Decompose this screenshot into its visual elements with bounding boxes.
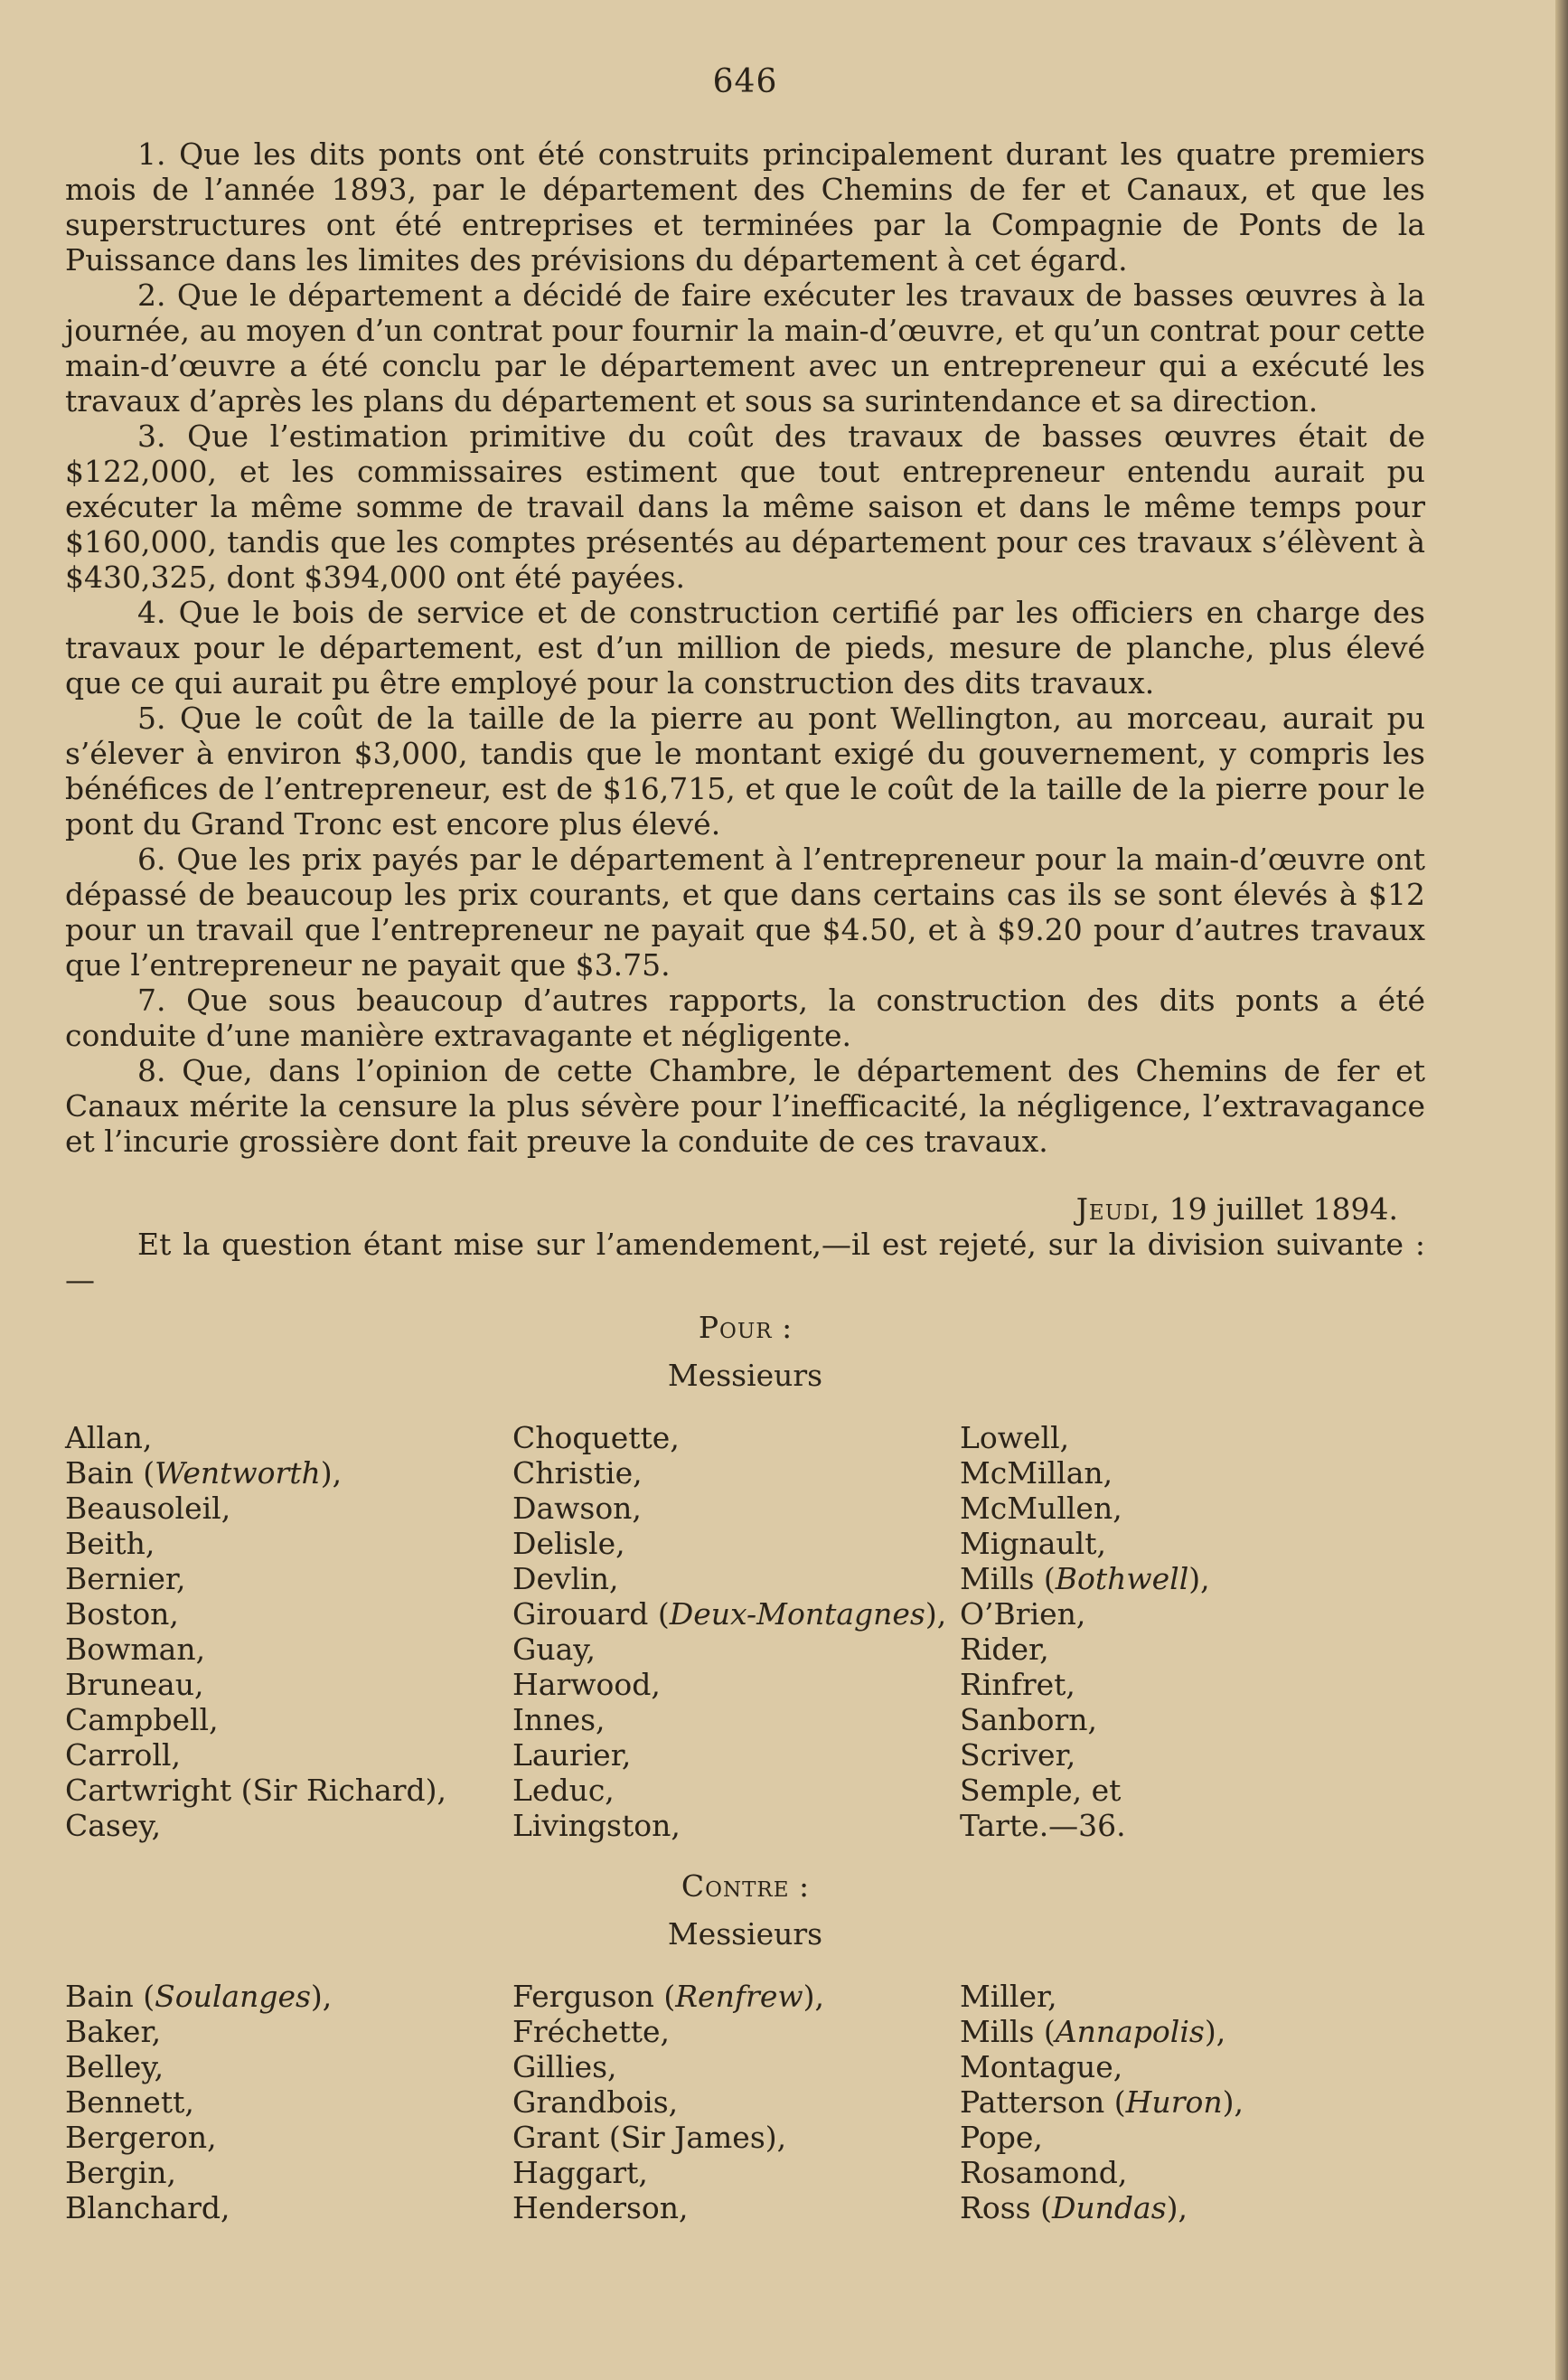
page-number: 646: [712, 63, 778, 100]
member-name-text: Innes,: [512, 1702, 606, 1737]
member-name-text: Semple, et: [960, 1773, 1122, 1808]
pour-section: [65, 1310, 1425, 1843]
member-name-text: Henderson,: [512, 2190, 689, 2225]
member-name: [512, 1596, 960, 1632]
member-name: [65, 1455, 512, 1491]
member-name: [512, 1737, 960, 1773]
member-name-text: Carroll,: [65, 1737, 181, 1773]
paragraph-7: 7. Que sous beaucoup d’autres rapports, la construction des dits ponts a été conduite d’une manière extravagante et négligente.: [65, 983, 1425, 1053]
member-name-suffix: ),: [925, 1596, 947, 1632]
member-riding: Bothwell: [1055, 1561, 1189, 1596]
member-name-text: Bernier,: [65, 1561, 186, 1596]
member-riding: Huron: [1125, 2084, 1223, 2120]
member-name: [512, 1808, 960, 1843]
member-name: [65, 2155, 512, 2190]
member-name: [960, 1455, 1425, 1491]
member-name: [65, 1737, 512, 1773]
member-name: [512, 1702, 960, 1737]
member-name: [512, 1526, 960, 1561]
member-name-text: Bennett,: [65, 2084, 194, 2120]
member-name-text: Fréchette,: [512, 2014, 671, 2049]
member-name-text: Rinfret,: [960, 1667, 1075, 1702]
member-name-text: Ross (: [960, 2190, 1052, 2225]
pour-heading-label: Pour: [698, 1310, 773, 1345]
contre-section: [65, 1868, 1425, 2225]
member-name-text: Christie,: [512, 1455, 643, 1491]
date-day: Jeudi: [1075, 1191, 1150, 1227]
member-name: [65, 2014, 512, 2049]
member-name: [512, 1667, 960, 1702]
member-name-text: Bowman,: [65, 1632, 206, 1667]
member-name: [960, 1632, 1425, 1667]
paragraph-4: 4. Que le bois de service et de construction certifié par les officiers en charge des travaux pour le département, est d’un million de pieds, mesure de planche, plus élevé que ce qui aurait pu être employé pour la construction des dits travaux.: [65, 595, 1425, 701]
member-name-text: Gillies,: [512, 2049, 617, 2084]
member-name-text: Bain (: [65, 1455, 155, 1491]
member-name-text: Campbell,: [65, 1702, 219, 1737]
member-name: [512, 2014, 960, 2049]
member-name: [960, 1808, 1425, 1843]
member-riding: Soulanges: [155, 1979, 311, 2014]
member-name: [960, 2084, 1425, 2120]
member-name-suffix: ),: [1166, 2190, 1188, 2225]
member-name-suffix: ),: [1188, 1561, 1210, 1596]
member-name-suffix: ),: [310, 1979, 333, 2014]
member-name: [960, 1773, 1425, 1808]
contre-column-2: [512, 1979, 960, 2225]
member-name-text: Mills (: [960, 1561, 1056, 1596]
question-paragraph: Et la question étant mise sur l’amendement,—il est rejeté, sur la division suivante :—: [65, 1227, 1425, 1297]
member-name-text: Beith,: [65, 1526, 155, 1561]
contre-heading-colon: :: [789, 1868, 810, 1904]
member-name: [65, 1773, 512, 1808]
paragraph-2: 2. Que le département a décidé de faire exécuter les travaux de basses œuvres à la journée, au moyen d’un contrat pour fournir la main-d’œuvre, et qu’un contrat pour cette main-d’œuvre a été conclu par le département avec un entrepreneur qui a exécuté les travaux d’après les plans du département et sous sa surintendance et sa direction.: [65, 278, 1425, 419]
member-name-text: Baker,: [65, 2014, 162, 2049]
member-name: [65, 1632, 512, 1667]
paragraph-5: 5. Que le coût de la taille de la pierre au pont Wellington, au morceau, aurait pu s’élever à environ $3,000, tandis que le montant exigé du gouvernement, y compris les bénéfices de l’entrepreneur, est de $16,715, et que le coût de la taille de la pierre pour le pont du Grand Tronc est encore plus élevé.: [65, 701, 1425, 842]
member-name: [960, 1420, 1425, 1455]
member-name: [960, 1979, 1425, 2014]
member-name-text: Bergin,: [65, 2155, 176, 2190]
contre-heading-label: Contre: [681, 1868, 790, 1904]
member-name-text: Delisle,: [512, 1526, 625, 1561]
member-name-suffix: ),: [1204, 2014, 1226, 2049]
member-name: [960, 2049, 1425, 2084]
member-name-text: Choquette,: [512, 1420, 680, 1455]
member-name-text: Cartwright (Sir Richard),: [65, 1773, 447, 1808]
member-name-text: Devlin,: [512, 1561, 619, 1596]
member-name-text: Rider,: [960, 1632, 1049, 1667]
member-name-suffix: ),: [320, 1455, 343, 1491]
member-name: [960, 1561, 1425, 1596]
member-name: [65, 2190, 512, 2225]
member-name: [65, 1420, 512, 1455]
member-name-text: Boston,: [65, 1596, 179, 1632]
member-name: [65, 1596, 512, 1632]
member-name: [512, 1491, 960, 1526]
member-name-text: Bruneau,: [65, 1667, 204, 1702]
member-name: [960, 1702, 1425, 1737]
member-riding: Deux-Montagnes: [669, 1596, 925, 1632]
member-name-text: Bain (: [65, 1979, 155, 2014]
member-name: [512, 2120, 960, 2155]
paragraph-6: 6. Que les prix payés par le département à l’entrepreneur pour la main-d’œuvre ont dépassé de beaucoup les prix courants, et que dans certains cas ils se sont élevés à $12 pour un travail que l’entrepreneur ne payait que $4.50, et à $9.20 pour d’autres travaux que l’entrepreneur ne payait que $3.75.: [65, 842, 1425, 983]
page-content: [65, 63, 1425, 2225]
member-name-text: Miller,: [960, 1979, 1057, 2014]
member-name: [512, 2084, 960, 2120]
member-name: [65, 1526, 512, 1561]
member-name: [65, 1667, 512, 1702]
member-name-text: Ferguson (: [512, 1979, 676, 2014]
member-name: [512, 1561, 960, 1596]
member-name: [512, 2155, 960, 2190]
member-name: [512, 1455, 960, 1491]
paragraph-8: 8. Que, dans l’opinion de cette Chambre, le département des Chemins de fer et Canaux mérite la censure la plus sévère pour l’inefficacité, la négligence, l’extravagance et l’incurie grossière dont fait preuve la conduite de ces travaux.: [65, 1053, 1425, 1159]
member-name-text: Belley,: [65, 2049, 164, 2084]
contre-messieurs: Messieurs: [667, 1916, 823, 1952]
member-name: [960, 1596, 1425, 1632]
member-name: [65, 1491, 512, 1526]
member-name: [65, 1808, 512, 1843]
member-name-text: McMullen,: [960, 1491, 1122, 1526]
member-name-text: Mignault,: [960, 1526, 1106, 1561]
member-name: [512, 1773, 960, 1808]
member-name: [65, 2049, 512, 2084]
member-riding: Dundas: [1051, 2190, 1167, 2225]
contre-column-3: [960, 1979, 1425, 2225]
member-name-text: Leduc,: [512, 1773, 615, 1808]
pour-name-columns: [65, 1420, 1425, 1843]
member-name-text: Beausoleil,: [65, 1491, 231, 1526]
member-name-text: Patterson (: [960, 2084, 1126, 2120]
pour-heading-colon: :: [772, 1310, 793, 1345]
member-name-text: Grant (Sir James),: [512, 2120, 787, 2155]
member-name-text: Livingston,: [512, 1808, 681, 1843]
member-name: [65, 2084, 512, 2120]
member-name: [960, 2120, 1425, 2155]
contre-name-columns: [65, 1979, 1425, 2225]
member-name: [65, 1702, 512, 1737]
member-name-suffix: ),: [803, 1979, 824, 2014]
session-date: [65, 1191, 1398, 1227]
member-name-text: Girouard (: [512, 1596, 670, 1632]
pour-column-2: [512, 1420, 960, 1843]
member-name: [512, 2049, 960, 2084]
member-name: [65, 2120, 512, 2155]
member-name-text: Guay,: [512, 1632, 596, 1667]
member-name-text: Grandbois,: [512, 2084, 679, 2120]
member-name-text: Lowell,: [960, 1420, 1070, 1455]
member-name: [960, 1737, 1425, 1773]
member-name-text: Dawson,: [512, 1491, 642, 1526]
paragraph-3: 3. Que l’estimation primitive du coût des travaux de basses œuvres était de $122,000, et les commissaires estiment que tout entrepreneur entendu aurait pu exécuter la même somme de travail dans la même saison et dans le même temps pour $160,000, tandis que les comptes présentés au département pour ces travaux s’élèvent à $430,325, dont $394,000 ont été payées.: [65, 419, 1425, 595]
paragraph-1: 1. Que les dits ponts ont été construits principalement durant les quatre premiers mois de l’année 1893, par le département des Chemins de fer et Canaux, et que les superstructures ont été entreprises et terminées par la Compagnie de Ponts de la Puissance dans les limites des prévisions du département à cet égard.: [65, 136, 1425, 278]
member-name: [960, 2190, 1425, 2225]
contre-heading: [65, 1868, 1425, 1904]
member-name: [512, 1420, 960, 1455]
pour-heading: [65, 1310, 1425, 1345]
pour-messieurs: Messieurs: [667, 1358, 823, 1393]
member-name: [960, 2155, 1425, 2190]
member-name: [960, 1667, 1425, 1702]
member-name-text: Haggart,: [512, 2155, 648, 2190]
member-name-text: McMillan,: [960, 1455, 1113, 1491]
member-name-text: Sanborn,: [960, 1702, 1098, 1737]
member-name-text: Pope,: [960, 2120, 1043, 2155]
member-name: [65, 1979, 512, 2014]
member-name-text: Tarte.—36.: [960, 1808, 1126, 1843]
member-name: [960, 2014, 1425, 2049]
member-name: [65, 1561, 512, 1596]
member-name-text: Laurier,: [512, 1737, 632, 1773]
member-name-text: Harwood,: [512, 1667, 661, 1702]
pour-column-3: [960, 1420, 1425, 1843]
member-name: [512, 1632, 960, 1667]
member-name: [512, 2190, 960, 2225]
member-riding: Wentworth: [155, 1455, 321, 1491]
member-name-text: Scriver,: [960, 1737, 1076, 1773]
member-name-text: O’Brien,: [960, 1596, 1086, 1632]
member-name: [960, 1526, 1425, 1561]
member-riding: Annapolis: [1055, 2014, 1205, 2049]
member-name-text: Blanchard,: [65, 2190, 230, 2225]
member-name-text: Montague,: [960, 2049, 1123, 2084]
member-name-text: Bergeron,: [65, 2120, 217, 2155]
member-name-text: Casey,: [65, 1808, 162, 1843]
member-name-suffix: ),: [1222, 2084, 1244, 2120]
member-name-text: Rosamond,: [960, 2155, 1128, 2190]
date-rest: , 19 juillet 1894.: [1150, 1191, 1398, 1227]
member-name-text: Allan,: [65, 1420, 153, 1455]
member-name: [512, 1979, 960, 2014]
member-riding: Renfrew: [675, 1979, 803, 2014]
member-name: [960, 1491, 1425, 1526]
member-name-text: Mills (: [960, 2014, 1056, 2049]
resolution-paragraphs: [65, 136, 1425, 1159]
pour-column-1: [65, 1420, 512, 1843]
contre-column-1: [65, 1979, 512, 2225]
